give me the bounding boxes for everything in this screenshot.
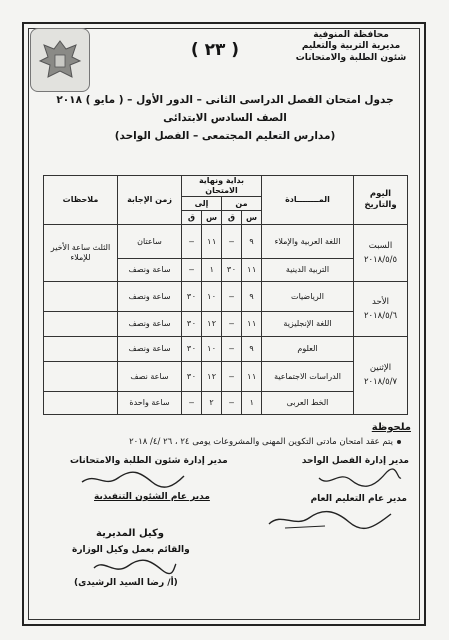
signature-title-one-class-director: مدير إدارة الفصل الواحد [301,456,409,466]
from-minute-cell: – [222,282,242,312]
note-cell [44,362,118,392]
duration-cell: ساعة ونصف [118,259,182,282]
to-minute-cell: – [182,225,202,259]
header-from-minute: ق [222,211,242,225]
table-row [44,311,408,336]
to-hour-cell: ١ [202,259,222,282]
header-to-hour: س [202,211,222,225]
signature-scribble-icon [78,468,188,490]
from-minute-cell: – [222,225,242,259]
header-from: من [222,197,262,211]
subject-cell: الدراسات الاجتماعية [262,362,354,392]
note-cell [44,337,118,362]
to-minute-cell: – [182,392,202,415]
day-name: السبت [368,240,393,251]
header-notes: ملاحظات [44,176,118,225]
duration-cell: ساعتان [118,225,182,259]
from-minute-cell: – [222,392,242,415]
to-hour-cell: ١٢ [202,362,222,392]
to-minute-cell: ٣٠ [182,311,202,336]
signature-title-acting-undersecretary: والقائم بعمل وكيل الوزارة [72,545,190,555]
from-hour-cell: ١١ [242,259,262,282]
from-hour-cell: ٩ [242,225,262,259]
title-block [40,94,410,142]
table-row [44,282,408,312]
subject-cell: اللغة العربية والإملاء [262,225,354,259]
table-row [44,337,408,362]
signature-title-general-education-director: مدير عام التعليم العام [310,494,407,504]
exam-schedule-table [43,175,408,415]
from-minute-cell: – [222,337,242,362]
day-name: الأحد [372,297,389,308]
subject-cell: الخط العربى [262,392,354,415]
from-hour-cell: ٩ [242,282,262,312]
header-duration: زمن الإجابة [118,176,182,225]
subject-cell: الرياضيات [262,282,354,312]
day-cell [354,225,408,282]
signature-name-reda-elrashidy: (أ/ رضا السيد الرشيدى) [74,578,178,588]
day-date: ٢٠١٨/٥/٦ [363,310,398,321]
note-cell [44,282,118,312]
day-cell [354,282,408,337]
to-hour-cell: ١١ [202,225,222,259]
signature-scribble-icon [315,468,405,490]
header-to-minute: ق [182,211,202,225]
signature-scribble-icon [90,556,180,578]
day-date: ٢٠١٨/٥/٥ [363,254,398,265]
note-cell: الثلث ساعة الأخير للإملاء [44,225,118,282]
signature-title-deputy-directorate: وكيل المديرية [96,528,164,539]
duration-cell: ساعة ونصف [118,337,182,362]
directorate-line-affairs: شئون الطلبة والامتحانات [295,52,407,63]
to-hour-cell: ١٢ [202,311,222,336]
table-row [44,392,408,415]
page-number: ( ٢٣ ) [190,40,240,60]
note-text: يتم عقد امتحان مادتى التكوين المهنى والمشروعات يومى ٢٤ ، ٢٦ /٤/ ٢٠١٨ [129,437,393,447]
signature-scribble-icon [265,506,395,532]
note-cell [44,311,118,336]
eagle-emblem-icon [30,28,90,92]
day-date: ٢٠١٨/٥/٧ [363,377,398,388]
from-hour-cell: ١١ [242,311,262,336]
duration-cell: ساعة واحدة [118,392,182,415]
to-minute-cell: – [182,259,202,282]
day-cell [354,337,408,415]
to-hour-cell: ٢ [202,392,222,415]
grade-title: الصف السادس الابتدائى [163,112,287,124]
directorate-header [291,30,411,64]
subject-cell: العلوم [262,337,354,362]
to-hour-cell: ١٠ [202,282,222,312]
header-subject: المــــــــادة [262,176,354,225]
header-from-hour: س [242,211,262,225]
to-minute-cell: ٣٠ [182,282,202,312]
from-minute-cell: – [222,362,242,392]
duration-cell: ساعة ونصف [118,282,182,312]
signature-title-student-affairs-director: مدير إدارة شئون الطلبة والامتحانات [70,456,228,466]
schools-title: (مدارس التعليم المجتمعى – الفصل الواحد) [114,130,336,142]
notes-heading: ملحوظة [371,422,411,433]
subject-cell: التربية الدينية [262,259,354,282]
from-minute-cell: ٣٠ [222,259,242,282]
duration-cell: ساعة نصف [118,362,182,392]
table-row [44,225,408,259]
from-hour-cell: ١ [242,392,262,415]
from-minute-cell: – [222,311,242,336]
note-item [129,437,401,447]
note-cell [44,392,118,415]
to-minute-cell: ٣٠ [182,362,202,392]
header-to: إلى [182,197,222,211]
subject-cell: اللغة الإنجليزية [262,311,354,336]
header-day-date: اليوم والتاريخ [354,176,408,225]
exam-title: جدول امتحان الفصل الدراسى الثانى – الدور الأول – ( مايو ) ٢٠١٨ [56,94,394,106]
from-hour-cell: ١١ [242,362,262,392]
to-hour-cell: ١٠ [202,337,222,362]
signature-title-executive-affairs-director: مدير عام الشئون التنفيذية [94,492,210,502]
to-minute-cell: ٣٠ [182,337,202,362]
directorate-line-education: مديرية التربية والتعليم [301,41,401,52]
day-name: الإثنين [369,363,392,374]
bullet-icon [397,440,401,444]
directorate-line-governorate: محافظة المنوفية [313,30,389,40]
header-exam-start-end: بداية ونهاية الامتحان [182,176,262,197]
duration-cell: ساعة ونصف [118,311,182,336]
from-hour-cell: ٩ [242,337,262,362]
table-row [44,362,408,392]
